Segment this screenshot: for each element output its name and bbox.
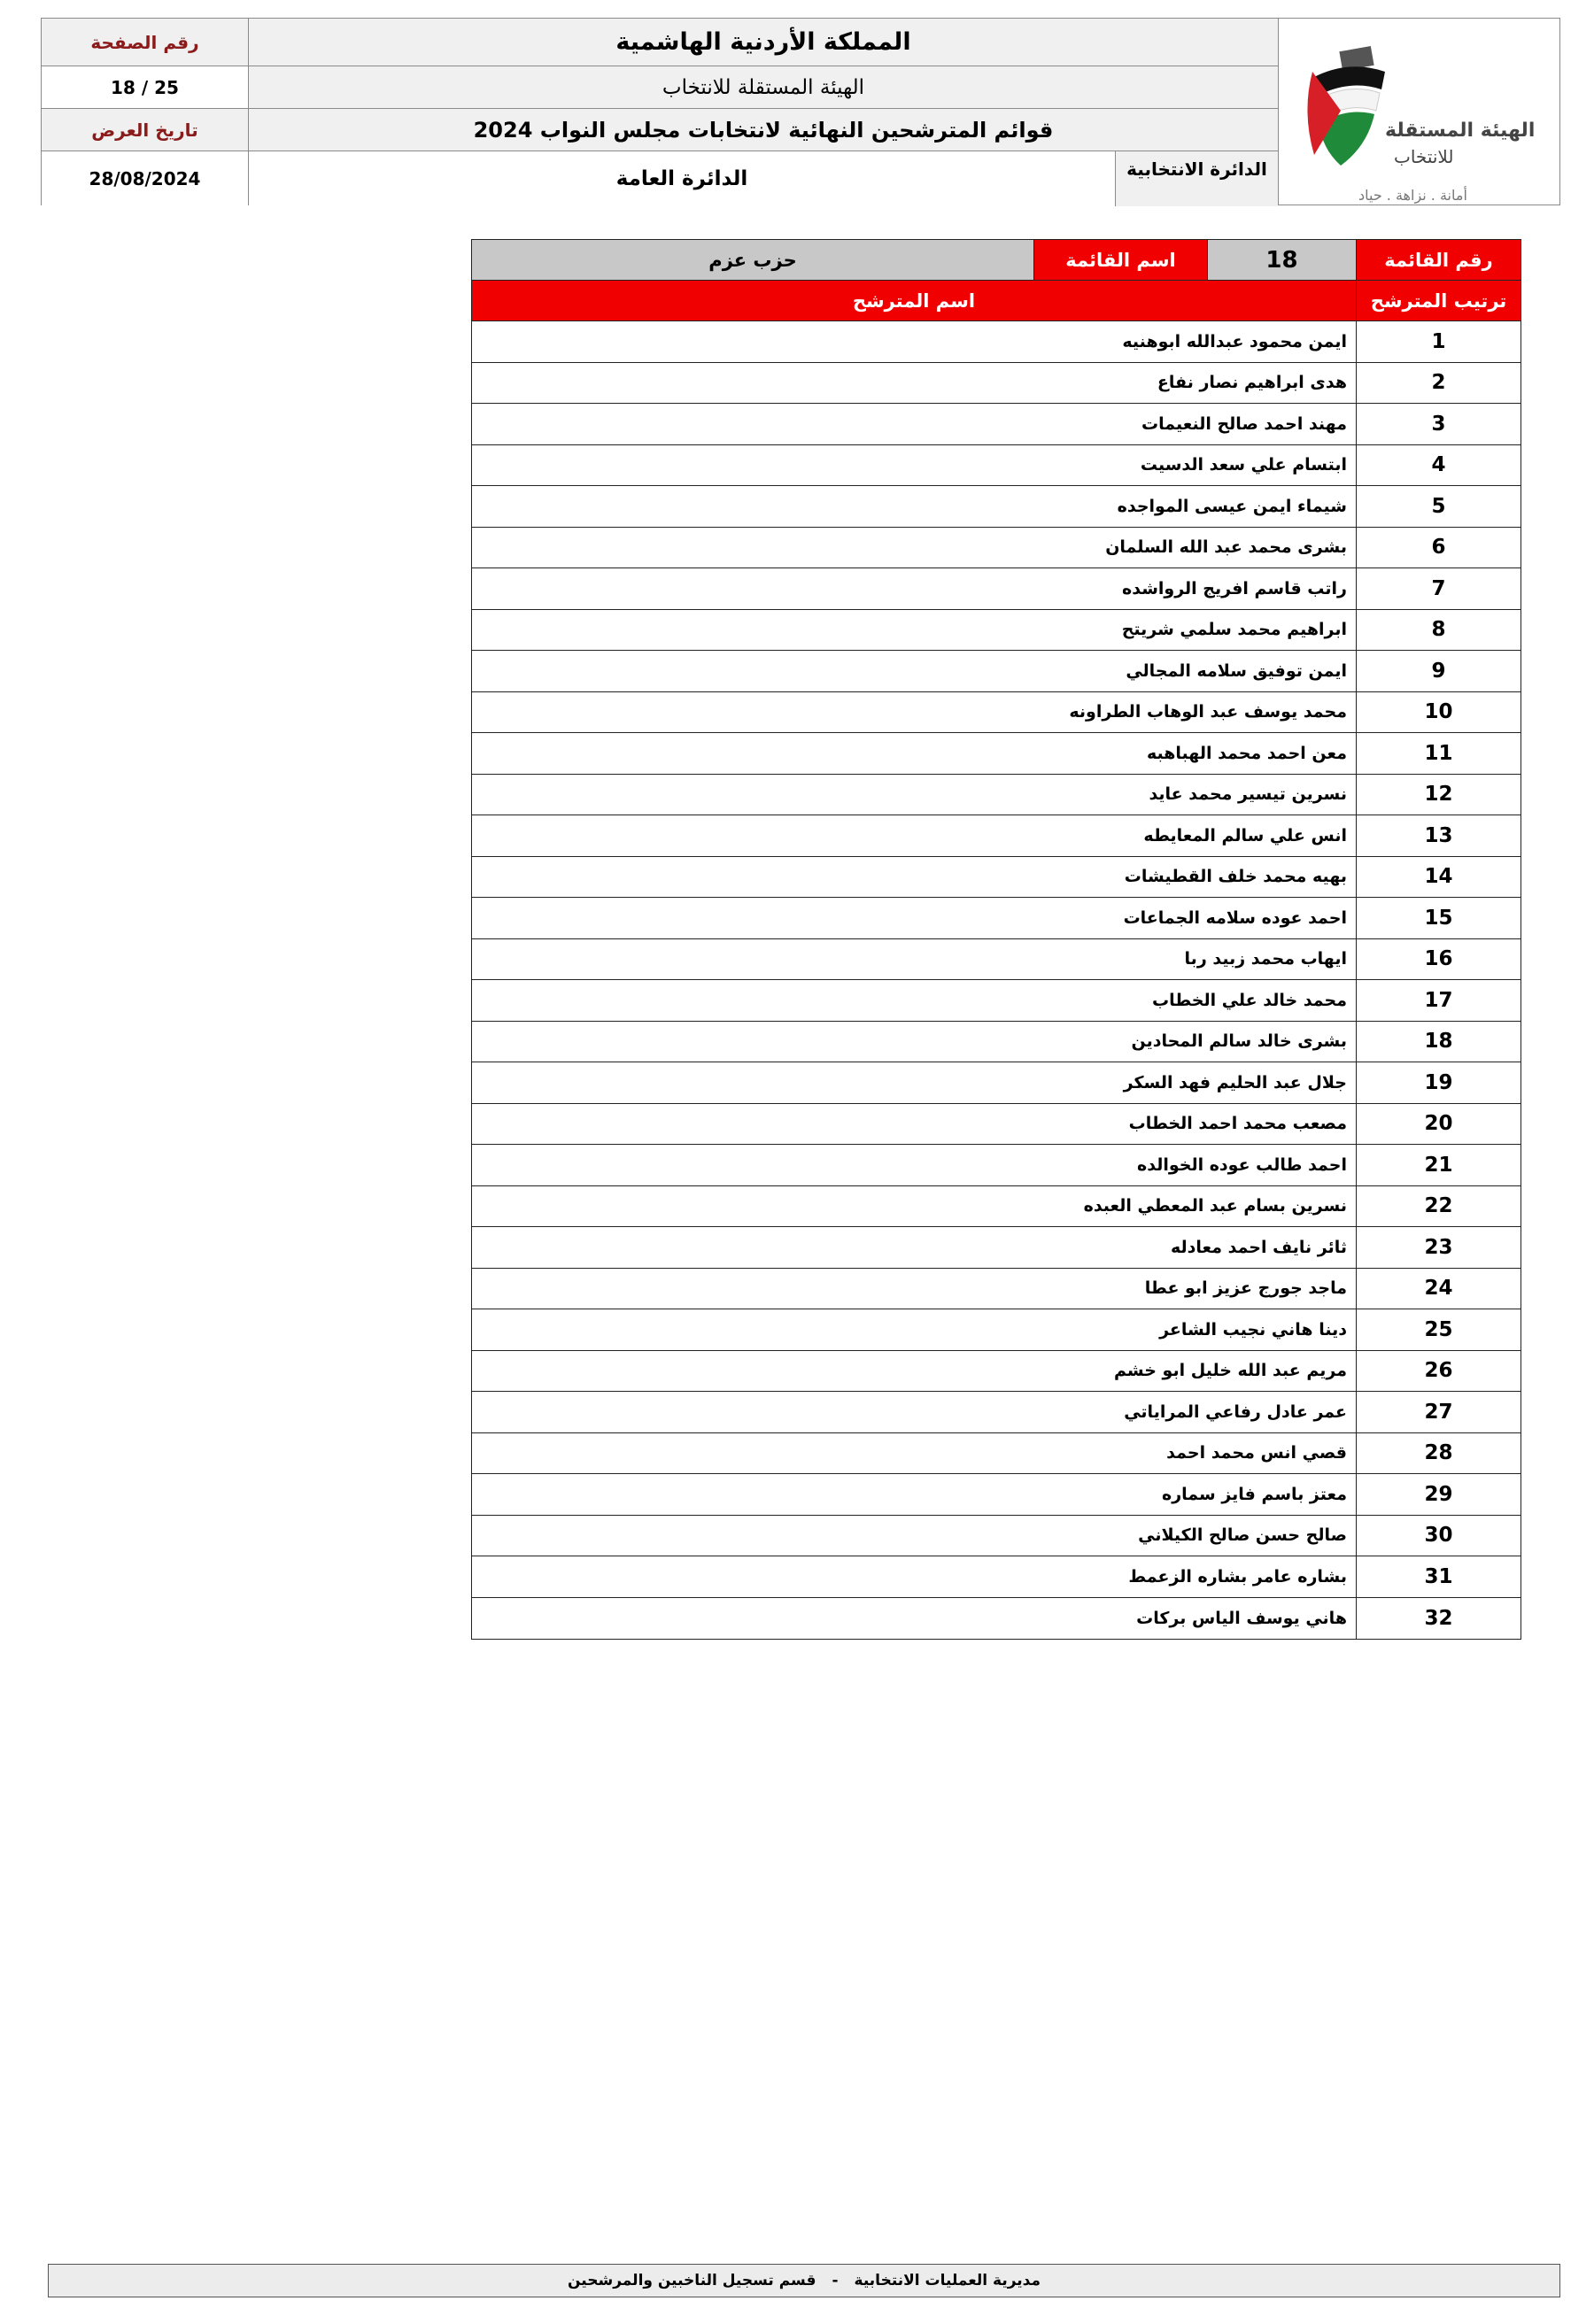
candidate-name: بهيه محمد خلف القطيشات [1124,867,1347,887]
lists-title-row [249,109,1278,151]
commission-title: الهيئة المستقلة للانتخاب [662,75,865,99]
table-row [472,939,1520,981]
district-row [249,151,1278,206]
candidate-rank: 1 [1356,321,1520,362]
candidate-rank: 14 [1356,857,1520,898]
page-number-value-cell [42,66,248,109]
page-footer [48,2264,1560,2297]
display-date-label: تاريخ العرض [91,119,198,141]
document-header [41,18,1560,205]
candidate-name: نسرين تيسير محمد عايد [1149,784,1347,805]
candidate-name: عمر عادل رفاعي المراياتي [1124,1401,1347,1422]
table-row [472,528,1520,569]
candidate-name: شيماء ايمن عيسى المواجده [1117,496,1347,516]
list-meta-row [472,240,1520,281]
table-row [472,857,1520,899]
candidate-name: ابراهيم محمد سلمي شريتح [1121,620,1347,640]
list-number-label: رقم القائمة [1356,240,1520,280]
candidate-name: ماجد جورج عزيز ابو عطا [1144,1278,1347,1299]
commission-row [249,66,1278,109]
candidate-rank: 25 [1356,1309,1520,1350]
candidate-name: احمد طالب عوده الخوالده [1137,1154,1347,1175]
page-number-label: رقم الصفحة [90,31,199,53]
list-name-label: اسم القائمة [1033,240,1207,280]
kingdom-row [249,19,1278,66]
logo-tagline: أمانة . نزاهة . حياد [1358,187,1467,204]
table-header-row [472,281,1520,321]
table-row [472,486,1520,528]
candidate-name: ثائر نايف احمد معادله [1170,1237,1347,1257]
display-date-label-cell [42,109,248,151]
candidate-rank: 24 [1356,1269,1520,1309]
table-row [472,1351,1520,1393]
table-row [472,775,1520,816]
candidate-name: ايمن محمود عبدالله ابوهنيه [1122,331,1347,351]
candidate-rank: 22 [1356,1186,1520,1227]
candidate-name: جلال عبد الحليم فهد السكر [1123,1072,1347,1093]
candidate-rank: 28 [1356,1433,1520,1474]
candidate-name: معتز باسم فايز سماره [1162,1484,1347,1504]
candidate-rank: 16 [1356,939,1520,980]
candidate-rank: 32 [1356,1598,1520,1640]
candidate-rank: 13 [1356,815,1520,856]
candidate-rank: 8 [1356,610,1520,651]
candidate-rank: 9 [1356,651,1520,691]
table-row [472,651,1520,692]
candidate-name: معن احمد محمد الهباهبه [1146,743,1347,763]
table-row [472,1598,1520,1640]
lists-title: قوائم المترشحين النهائية لانتخابات مجلس النواب 2024 [473,117,1054,143]
flag-ballot-icon [1305,42,1394,174]
candidate-name: محمد يوسف عبد الوهاب الطراونه [1069,702,1347,722]
candidate-name: صالح حسن صالح الكيلاني [1138,1525,1347,1546]
candidate-rank: 21 [1356,1145,1520,1185]
footer-separator: - [832,2272,839,2289]
table-row [472,1104,1520,1146]
table-row [472,1474,1520,1516]
candidate-rank: 18 [1356,1022,1520,1062]
candidate-name: محمد خالد علي الخطاب [1152,990,1347,1010]
candidate-rank: 30 [1356,1516,1520,1556]
candidate-rank: 2 [1356,363,1520,404]
table-row [472,898,1520,939]
candidate-rows [472,321,1520,1639]
list-name: حزب عزم [472,240,1033,280]
table-row [472,404,1520,445]
name-column-header: اسم المترشح [852,290,976,312]
table-row [472,1186,1520,1228]
candidate-name: بشاره عامر بشاره الزعمط [1128,1566,1347,1587]
title-column [249,19,1278,205]
candidate-rank: 23 [1356,1227,1520,1268]
candidate-name: مهند احمد صالح النعيمات [1141,413,1347,434]
table-row [472,1556,1520,1598]
district-value-cell [249,151,1115,206]
table-row [472,692,1520,734]
candidate-name: قصي انس محمد احمد [1166,1443,1347,1463]
logo-cell [1278,19,1559,205]
table-row [472,1269,1520,1310]
candidate-name: ايمن توفيق سلامه المجالي [1126,660,1347,681]
candidate-rank: 3 [1356,404,1520,444]
candidate-name: مريم عبد الله خليل ابو خشم [1114,1361,1347,1381]
candidate-name: بشرى خالد سالم المحادين [1131,1031,1347,1052]
table-row [472,1433,1520,1475]
page-info-column [42,19,249,205]
candidate-rank: 11 [1356,733,1520,774]
candidate-rank: 4 [1356,445,1520,486]
table-row [472,321,1520,363]
candidate-name: مصعب محمد احمد الخطاب [1128,1114,1347,1134]
candidate-rank: 26 [1356,1351,1520,1392]
candidate-name: دينا هاني نجيب الشاعر [1159,1319,1347,1340]
table-row [472,1062,1520,1104]
table-row [472,363,1520,405]
candidate-rank: 7 [1356,568,1520,609]
candidate-rank: 5 [1356,486,1520,527]
candidate-rank: 19 [1356,1062,1520,1103]
district-value: الدائرة العامة [615,167,748,190]
display-date-value-cell [42,151,248,206]
district-label: الدائرة الانتخابية [1115,151,1278,206]
table-row [472,610,1520,652]
footer-department: قسم تسجيل الناخبين والمرشحين [568,2272,816,2289]
logo-name-line2: للانتخاب [1394,146,1454,167]
table-row [472,1022,1520,1063]
table-row [472,815,1520,857]
candidate-name: ايهاب محمد زبيد ربا [1184,949,1347,969]
candidate-name: هدى ابراهيم نصار نفاع [1157,373,1347,393]
page-number-value: 18 / 25 [111,76,179,98]
candidate-name: نسرين بسام عبد المعطي العبده [1083,1196,1347,1216]
table-row [472,1227,1520,1269]
candidate-rank: 12 [1356,775,1520,815]
candidate-rank: 31 [1356,1556,1520,1597]
candidate-rank: 27 [1356,1392,1520,1432]
candidate-name: راتب قاسم افريج الرواشده [1122,578,1347,598]
display-date-value: 28/08/2024 [89,168,201,189]
kingdom-title: المملكة الأردنية الهاشمية [615,28,911,56]
candidate-name: احمد عوده سلامه الجماعات [1123,907,1347,928]
table-row [472,1392,1520,1433]
table-row [472,1145,1520,1186]
candidate-rank: 15 [1356,898,1520,938]
candidate-rank: 20 [1356,1104,1520,1145]
footer-directorate: مديرية العمليات الانتخابية [854,2272,1041,2289]
candidate-rank: 6 [1356,528,1520,568]
candidate-rank: 17 [1356,980,1520,1021]
candidates-table [471,239,1521,1640]
table-row [472,733,1520,775]
candidate-rank: 10 [1356,692,1520,733]
table-row [472,568,1520,610]
iec-logo [1305,35,1537,204]
candidate-rank: 29 [1356,1474,1520,1515]
candidate-name: ابتسام علي سعد الدسيت [1140,455,1347,475]
candidate-name: انس علي سالم المعايطه [1143,825,1347,845]
rank-column-header: ترتيب المترشح [1356,281,1520,320]
table-row [472,445,1520,487]
logo-name-line1: الهيئة المستقلة [1385,120,1536,142]
candidate-name: بشرى محمد عبد الله السلمان [1105,537,1347,558]
candidate-name: هاني يوسف الياس بركات [1136,1608,1347,1628]
list-number: 18 [1207,240,1356,280]
table-row [472,1516,1520,1557]
page-number-label-cell [42,19,248,66]
table-row [472,980,1520,1022]
table-row [472,1309,1520,1351]
